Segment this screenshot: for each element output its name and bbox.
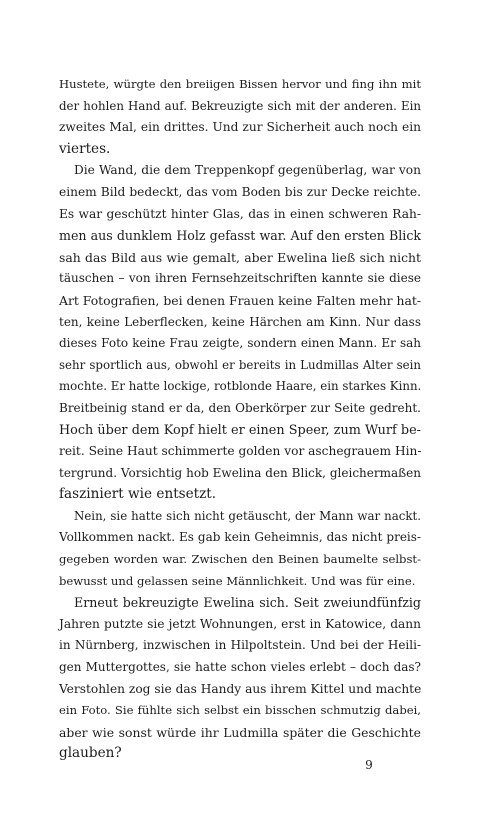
text-line: Art Fotografien, bei denen Frauen keine Falten mehr hat- (59, 292, 421, 308)
text-line: sah das Bild aus wie gemalt, aber Ewelina ließ sich nicht (59, 249, 421, 265)
text-line: gegeben worden war. Zwischen den Beinen baumelte selbst- (59, 552, 421, 567)
text-line: gen Muttergottes, sie hatte schon vieles erlebt – doch das? (59, 660, 421, 675)
text-line: Verstohlen zog sie das Handy aus ihrem Kittel und machte (59, 681, 422, 696)
text-line: in Nürnberg, inzwischen in Hilpoltstein. Und bei der Heili- (59, 638, 421, 653)
text-line: ein Foto. Sie fühlte sich selbst ein bisschen schmutzig dabei, (59, 703, 421, 718)
text-line: fasziniert wie entsetzt. (59, 486, 217, 503)
text-line: ten, keine Leberflecken, keine Härchen am Kinn. Nur dass (59, 314, 421, 329)
text-line: Die Wand, die dem Treppenkopf gegenüberlag, war von (74, 163, 421, 178)
text-line: zweites Mal, ein drittes. Und zur Sicherheit auch noch ein (59, 120, 421, 135)
text-line: men aus dunklem Holz gefasst war. Auf den ersten Blick (59, 228, 421, 244)
text-line: dieses Foto keine Frau zeigte, sondern einen Mann. Er sah (59, 336, 421, 351)
text-line: Erneut bekreuzigte Ewelina sich. Seit zweiundfünfzig (74, 595, 421, 611)
text-line: Vollkommen nackt. Es gab kein Geheimnis, das nicht preis- (59, 530, 421, 545)
text-line: tergrund. Vorsichtig hob Ewelina den Blick, gleichermaßen (59, 465, 421, 480)
text-line: einem Bild bedeckt, das vom Boden bis zur Decke reichte. (59, 184, 421, 199)
text-line: sehr sportlich aus, obwohl er bereits in Ludmillas Alter sein (59, 357, 421, 372)
text-line: Hoch über dem Kopf hielt er einen Speer, zum Wurf be- (59, 422, 421, 438)
text-line: Nein, sie hatte sich nicht getäuscht, der Mann war nackt. (74, 508, 421, 523)
text-line: reit. Seine Haut schimmerte golden vor aschegrauem Hin- (59, 444, 422, 459)
text-line: bewusst und gelassen seine Männlichkeit. Und was für eine. (59, 573, 416, 588)
text-line: Jahren putzte sie jetzt Wohnungen, erst in Katowice, dann (59, 616, 421, 631)
text-line: mochte. Er hatte lockige, rotblonde Haare, ein starkes Kinn. (59, 379, 422, 394)
page-number: 9 (365, 758, 373, 772)
text-line: viertes. (59, 140, 111, 157)
text-line: der hohlen Hand auf. Bekreuzigte sich mit der anderen. Ein (59, 98, 421, 113)
text-line: Es war geschützt hinter Glas, das in einen schweren Rah- (59, 206, 421, 221)
text-line: Hustete, würgte den breiigen Bissen hervor und fing ihn mit (59, 77, 421, 91)
text-line: täuschen – von ihren Fernsehzeitschriften kannte sie diese (59, 271, 421, 286)
body-text (59, 74, 421, 765)
text-line: Breitbeinig stand er da, den Oberkörper zur Seite gedreht. (59, 400, 421, 415)
text-line: glauben? (59, 745, 122, 762)
text-line: aber wie sonst würde ihr Ludmilla später die Geschichte (59, 724, 421, 740)
